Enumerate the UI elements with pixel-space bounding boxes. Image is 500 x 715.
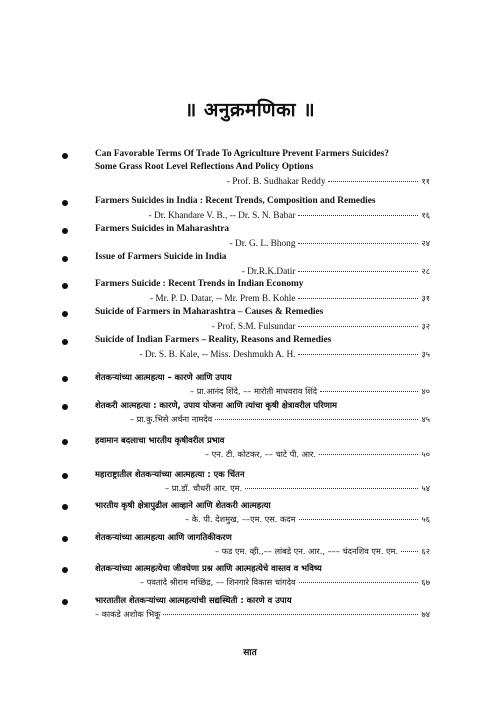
bullet-icon (62, 599, 68, 605)
entry-title: Farmers Suicide : Recent Trends in Indian Economy (95, 279, 304, 289)
entry-author: – फड एम. व्ही.,–– लांबडे एन. आर., ––– चंदनशिव एम. एम. (215, 546, 399, 556)
entry-author-line (95, 385, 430, 398)
dot-leader (299, 519, 419, 520)
dot-leader (401, 551, 418, 552)
entry-author-line (95, 265, 430, 279)
entry-author: - Dr. Khandare V. B., -- Dr. S. N. Babar (148, 211, 296, 221)
entry-author: – प्रा.कु.भिसे अर्चना नामदेव (130, 414, 213, 424)
entry-author-line (95, 237, 430, 251)
entry-page-number: ३५ (421, 349, 430, 359)
entry-title: Suicide of Indian Farmers – Reality, Reasons and Remedies (95, 335, 332, 345)
entry-author-line (95, 320, 430, 334)
bullet-icon (62, 339, 68, 345)
dot-leader (299, 582, 419, 583)
dot-leader (319, 454, 419, 455)
entry-page-number: ७४ (421, 609, 430, 619)
page-heading: ॥ अनुक्रमणिका ॥ (184, 99, 316, 121)
entry-title-continued: Some Grass Root Level Reflections And Policy Options (95, 162, 314, 172)
entry-author: – के. पी. देशमुख, ––एम. एस. कदम (185, 514, 296, 524)
entry-title: भारतीय कृषी क्षेत्रापुढील आव्हाने आणि शेतकरी आत्महत्या (95, 500, 271, 510)
entry-author-line (95, 209, 430, 223)
entry-title: महाराष्ट्रातील शेतकऱ्यांच्या आत्महत्या : एक चिंतन (95, 469, 245, 479)
dot-leader (298, 243, 418, 244)
entry-author-line (95, 448, 430, 461)
dot-leader (328, 181, 418, 182)
entry-title: शेतकऱ्यांच्या आत्महत्या – कारणे आणि उपाय (95, 372, 232, 382)
dot-leader (298, 271, 418, 272)
entry-page-number: ५६ (421, 514, 430, 524)
entry-title: शेतकरी आत्महत्या : कारणे, उपाय योजना आणि त्यांचा कृषी क्षेत्रावरील परिणाम (95, 400, 337, 410)
bullet-icon (62, 567, 68, 573)
entry-author: - Dr.R.K.Datir (241, 267, 296, 277)
entry-page-number: ६२ (421, 546, 430, 556)
entry-author: - Prof. S.M. Fulsundar (211, 322, 296, 332)
bullet-icon (62, 473, 68, 479)
dot-leader (215, 419, 418, 420)
entry-author-line (95, 348, 430, 362)
entry-author-line (95, 413, 430, 426)
entry-author-line (95, 482, 430, 495)
entry-author-line (95, 608, 430, 621)
dot-leader (320, 391, 418, 392)
entry-author: – काकडे अशोक भिकू (95, 609, 161, 619)
bullet-icon (62, 311, 68, 317)
bullet-icon (62, 228, 68, 234)
bullet-icon (62, 256, 68, 262)
entry-author: - Dr. S. B. Kale, -- Miss. Deshmukh A. H. (139, 350, 296, 360)
entry-author-line (95, 576, 430, 589)
bullet-icon (62, 200, 68, 206)
dot-leader (298, 298, 418, 299)
entry-page-number: ३२ (421, 321, 430, 331)
entry-page-number: ४० (421, 386, 430, 396)
entry-author: – प्रा.डॉ. चौधरी आर. एम. (165, 483, 243, 493)
bullet-icon (62, 404, 68, 410)
entry-title: Suicide of Farmers in Maharashtra – Causes & Remedies (95, 307, 324, 317)
entry-page-number: ५४ (421, 483, 430, 493)
entry-title: शेतकऱ्यांच्या आत्महत्या आणि जागतिकीकरण (95, 532, 232, 542)
entry-page-number: २८ (421, 266, 430, 276)
dot-leader (298, 215, 418, 216)
entry-page-number: ६७ (421, 577, 430, 587)
entry-title: हवामान बदलाचा भारतीय कृषीवरील प्रभाव (95, 435, 225, 445)
entry-title: Can Favorable Terms Of Trade To Agriculture Prevent Farmers Suicides? (95, 149, 389, 159)
dot-leader (163, 614, 418, 615)
entry-title: Farmers Suicides in Maharashtra (95, 224, 230, 234)
entry-author: – पवतादे श्रीराम मच्छिंद्र, –– शिनगारे विकास चांगदेव (140, 577, 296, 587)
entry-author-line (95, 513, 430, 526)
entry-author: – प्रा.आनंद शिंदे, –– मारोती माधवराव शिंदे (190, 386, 318, 396)
bullet-icon (62, 504, 68, 510)
dot-leader (298, 326, 418, 327)
entry-page-number: १६ (421, 210, 430, 220)
entry-title: Farmers Suicides in India : Recent Trends, Composition and Remedies (95, 196, 376, 206)
entry-page-number: ३१ (421, 293, 430, 303)
entry-page-number: ४५ (421, 414, 430, 424)
entry-author-line (95, 175, 430, 189)
entry-author: - Prof. B. Sudhakar Reddy (226, 177, 326, 187)
entry-author: – एन. टी. कोटकर, –– चाटे पी. आर. (205, 449, 316, 459)
entry-title: Issue of Farmers Suicide in India (95, 252, 227, 262)
bullet-icon (62, 376, 68, 382)
bullet-icon (62, 283, 68, 289)
dot-leader (245, 488, 418, 489)
dot-leader (298, 354, 418, 355)
entry-title: शेतकऱ्यांच्या आत्महत्येचा जीवघेणा प्रश्न आणि आत्महत्येचे वास्तव व भविष्य (95, 563, 322, 573)
page-footer-number: सात (243, 648, 257, 658)
bullet-icon (62, 153, 68, 159)
entry-author-line (95, 292, 430, 306)
entry-title: भारतातील शेतकऱ्यांच्या आत्महत्यांची सद्यस्थिती : कारणे व उपाय (95, 595, 292, 605)
entry-author: - Dr. G. L. Bhong (229, 239, 296, 249)
bullet-icon (62, 536, 68, 542)
entry-author-line (95, 545, 430, 558)
entry-author: - Mr. P. D. Datar, -- Mr. Prem B. Kohle (149, 294, 296, 304)
bullet-icon (62, 439, 68, 445)
entry-page-number: ५० (421, 449, 430, 459)
entry-page-number: २४ (421, 238, 430, 248)
entry-page-number: ११ (421, 176, 430, 186)
